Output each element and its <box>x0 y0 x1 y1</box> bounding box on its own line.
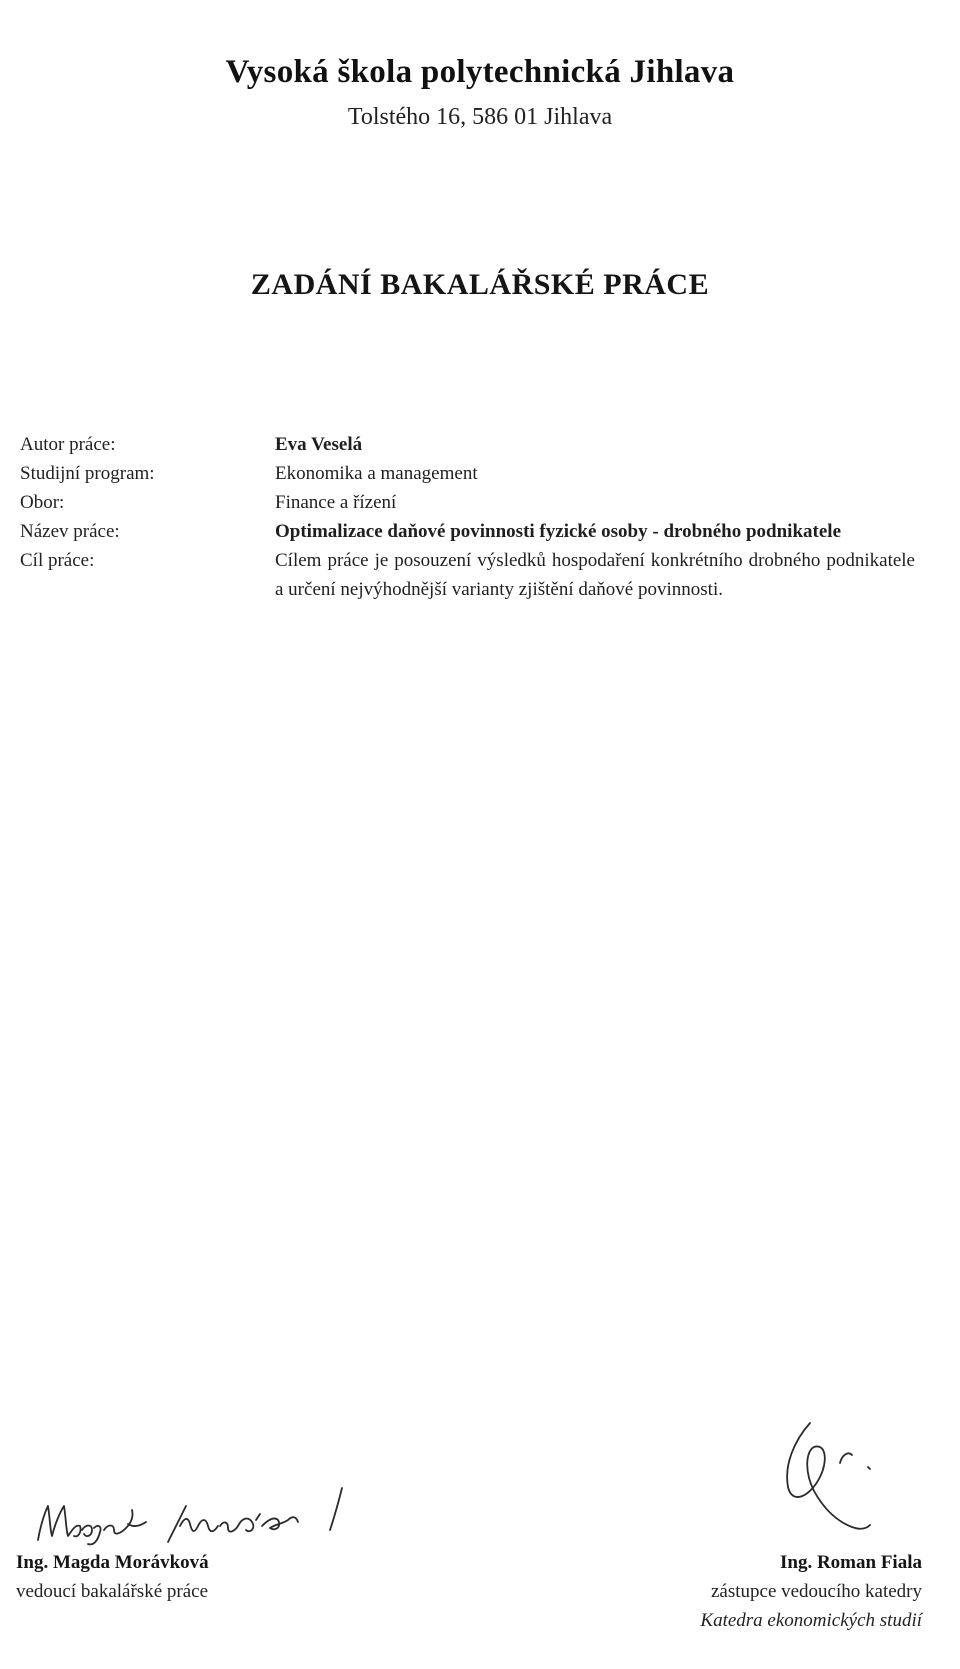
field-label: Autor práce: <box>20 434 116 455</box>
institution-name: Vysoká škola polytechnická Jihlava <box>225 54 735 90</box>
field-thesis-goal <box>20 546 940 604</box>
field-label: Obor: <box>20 492 65 513</box>
deputy-head-name: Ing. Roman Fiala <box>780 1552 922 1573</box>
department-name: Katedra ekonomických studií <box>700 1610 922 1631</box>
field-label: Název práce: <box>20 521 120 542</box>
deputy-head-role: zástupce vedoucího katedry <box>710 1581 922 1602</box>
thesis-title-value: Optimalizace daňové povinnosti fyzické osoby - drobného podnikatele <box>275 521 842 542</box>
supervisor-role: vedoucí bakalářské práce <box>16 1581 209 1602</box>
field-author <box>20 430 940 459</box>
field-specialization <box>20 488 940 517</box>
supervisor-name: Ing. Magda Morávková <box>16 1552 209 1573</box>
field-thesis-title <box>20 517 940 546</box>
field-label: Cíl práce: <box>20 550 95 571</box>
field-label: Studijní program: <box>20 463 155 484</box>
signature-block-deputy-head <box>700 1548 922 1635</box>
assignment-fields <box>20 430 940 604</box>
signature-left-handwriting <box>30 1470 370 1555</box>
specialization-value: Finance a řízení <box>275 492 397 513</box>
signature-block-supervisor <box>16 1548 209 1606</box>
study-program-value: Ekonomika a management <box>275 463 478 484</box>
institution-address: Tolstého 16, 586 01 Jihlava <box>347 104 613 130</box>
thesis-goal-value: Cílem práce je posouzení výsledků hospodaření konkrétního drobného podnikatele a určení nejvýhodnější varianty zjištění daňové povinnosti. <box>275 550 915 600</box>
signature-right-handwriting <box>770 1405 890 1555</box>
field-study-program <box>20 459 940 488</box>
document-title: ZADÁNÍ BAKALÁŘSKÉ PRÁCE <box>250 268 710 301</box>
author-value: Eva Veselá <box>275 434 363 455</box>
